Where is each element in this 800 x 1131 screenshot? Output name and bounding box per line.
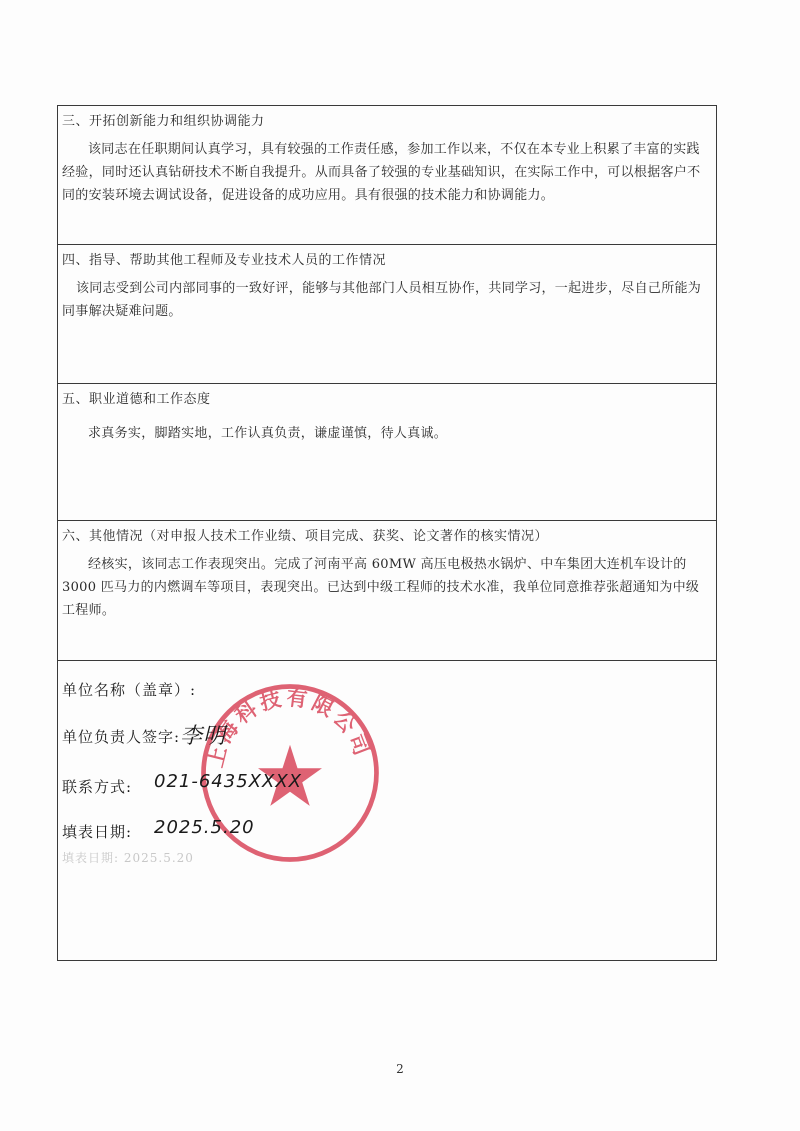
section-body: 求真务实，脚踏实地，工作认真负责，谦虚谨慎，待人真诚。	[88, 426, 448, 441]
fill-date-label: 填表日期:	[62, 823, 133, 841]
section-ethics	[58, 384, 716, 521]
leader-signature-label: 单位负责人签字:	[62, 728, 181, 746]
section-heading: 六、其他情况（对申报人技术工作业绩、项目完成、获奖、论文著作的核实情况）	[62, 529, 549, 544]
section-guidance	[58, 245, 716, 384]
contact-label: 联系方式:	[62, 778, 133, 796]
section-other	[58, 521, 716, 661]
faded-date-watermark: 填表日期: 2025.5.20	[62, 851, 194, 865]
section-heading: 五、职业道德和工作态度	[62, 392, 211, 407]
stamp-text: 上海科技有限公司	[204, 687, 374, 770]
section-signature	[58, 661, 716, 961]
fill-date-value: 2025.5.20	[154, 817, 255, 838]
leader-signature: 李明	[180, 724, 227, 749]
page-number: 2	[396, 1062, 404, 1076]
section-body: 该同志在任职期间认真学习，具有较强的工作责任感，参加工作以来，不仅在本专业上积累了丰富的实践经验，同时还认真钻研技术不断自我提升。从而具备了较强的专业基础知识，在实际工作中，可以根据客户不同的安装环境去调试设备，促进设备的成功应用。具有很强的技术能力和协调能力。	[62, 142, 701, 203]
unit-name-label: 单位名称（盖章）:	[62, 681, 197, 699]
section-heading: 三、开拓创新能力和组织协调能力	[62, 114, 265, 129]
section-body: 该同志受到公司内部同事的一致好评，能够与其他部门人员相互协作，共同学习，一起进步，尽自己所能为同事解决疑难问题。	[62, 281, 702, 319]
section-innovation	[58, 106, 716, 245]
section-heading: 四、指导、帮助其他工程师及专业技术人员的工作情况	[62, 253, 387, 268]
contact-value: 021-6435XXXX	[154, 771, 302, 792]
section-body: 经核实，该同志工作表现突出。完成了河南平高 60MW 高压电极热水锅炉、中车集团大连机车设计的 3000 匹马力的内燃调车等项目，表现突出。已达到中级工程师的技术水准，我单位同意推荐张超通知为中级工程师。	[62, 557, 700, 618]
evaluation-form-table	[57, 105, 717, 961]
